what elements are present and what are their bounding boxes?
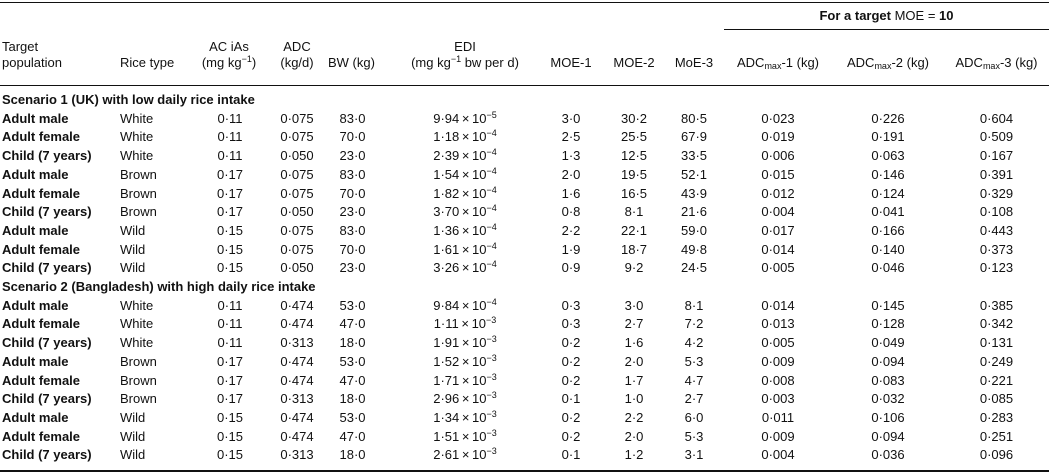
cell-moe3: 43·9 (680, 185, 708, 201)
edi-mantissa: 1·18 (433, 129, 460, 145)
edi-mantissa: 1·51 (433, 428, 460, 444)
col-header-rice-type: Rice type (120, 55, 175, 70)
cell-population: Adult male (2, 110, 69, 126)
edi-exponent: −3 (486, 334, 497, 345)
cell-moe2: 12·5 (620, 148, 648, 164)
cell-population: Child (7 years) (2, 148, 92, 164)
cell-edi (395, 223, 535, 239)
cell-bw: 83·0 (339, 222, 366, 238)
cell-moe3: 59·0 (680, 222, 708, 238)
cell-moe1: 0·3 (561, 297, 581, 313)
cell-bw: 23·0 (339, 204, 366, 220)
cell-bw: 83·0 (339, 110, 366, 126)
cell-ac-ias: 0·17 (216, 185, 244, 201)
edi-exponent: −5 (486, 109, 497, 120)
cell-moe3: 21·6 (680, 204, 708, 220)
cell-adc-max3: 0·108 (979, 204, 1014, 220)
target-moe-header: For a target MOE = 10 (819, 8, 954, 23)
cell-moe2: 30·2 (620, 110, 648, 126)
cell-moe2: 18·7 (620, 241, 648, 257)
edi-exponent: −4 (486, 147, 497, 158)
cell-moe3: 49·8 (680, 241, 708, 257)
cell-bw: 53·0 (339, 297, 366, 313)
cell-edi (395, 148, 535, 164)
cell-moe3: 6·0 (684, 409, 704, 425)
cell-bw: 47·0 (339, 372, 366, 388)
cell-population: Adult female (2, 372, 81, 388)
cell-adc-max3: 0·443 (979, 222, 1014, 238)
cell-bw: 47·0 (339, 428, 366, 444)
cell-moe3: 4·2 (684, 335, 704, 351)
cell-adc-max2: 0·036 (871, 447, 905, 463)
cell-edi (395, 373, 535, 389)
cell-adc-max2: 0·046 (871, 260, 905, 276)
cell-moe2: 1·6 (624, 335, 644, 351)
edi-times-ten: × 10 (459, 409, 487, 425)
cell-adc-max1: 0·015 (761, 166, 795, 182)
header-rule (0, 85, 1049, 86)
cell-moe2: 2·0 (624, 428, 644, 444)
edi-exponent: −4 (486, 240, 497, 251)
cell-adc-max3: 0·167 (979, 148, 1014, 164)
cell-moe3: 24·5 (680, 260, 708, 276)
col-header-moe2: MOE-2 (613, 55, 655, 70)
cell-adc-max2: 0·140 (871, 241, 905, 257)
cell-adc: 0·474 (280, 409, 314, 425)
cell-moe2: 8·1 (624, 204, 644, 220)
cell-moe3: 52·1 (680, 166, 708, 182)
cell-adc-max3: 0·509 (979, 129, 1014, 145)
cell-edi (395, 354, 535, 370)
edi-exponent: −4 (486, 128, 497, 139)
col-header-ac-ias: AC iAs (mg $kg^{-1}$) (201, 39, 257, 70)
cell-population: Adult male (2, 353, 69, 369)
col-header-edi: EDI (mg $kg^{-1}$ bw per d) (411, 39, 519, 70)
cell-ac-ias: 0·15 (216, 447, 244, 463)
edi-times-ten: × 10 (459, 241, 487, 257)
edi-exponent: −3 (486, 427, 497, 438)
cell-adc: 0·474 (280, 428, 314, 444)
cell-edi (395, 316, 535, 332)
cell-moe3: 80·5 (680, 110, 708, 126)
edi-mantissa: 1·54 (433, 166, 460, 182)
edi-exponent: −4 (486, 259, 497, 270)
cell-edi (395, 242, 535, 258)
cell-moe1: 0·8 (561, 204, 581, 220)
cell-ac-ias: 0·17 (216, 204, 244, 220)
cell-moe2: 2·7 (624, 316, 644, 332)
cell-ac-ias: 0·17 (216, 372, 244, 388)
bottom-rule (0, 470, 1049, 472)
cell-bw: 70·0 (339, 241, 366, 257)
cell-moe2: 3·0 (624, 297, 644, 313)
cell-moe3: 7·2 (684, 316, 704, 332)
cell-edi (395, 186, 535, 202)
edi-mantissa: 1·36 (433, 222, 460, 238)
cell-population: Adult female (2, 129, 81, 145)
cell-adc-max1: 0·008 (761, 372, 795, 388)
cell-moe2: 25·5 (620, 129, 648, 145)
cell-adc-max2: 0·191 (871, 129, 905, 145)
cell-rice-type: Wild (120, 428, 146, 444)
cell-moe3: 3·1 (684, 447, 704, 463)
cell-moe1: 0·1 (561, 391, 581, 407)
cell-rice-type: Wild (120, 409, 146, 425)
cell-adc-max2: 0·226 (871, 110, 905, 126)
edi-times-ten: × 10 (459, 297, 487, 313)
cell-ac-ias: 0·17 (216, 166, 244, 182)
cell-moe2: 22·1 (620, 222, 648, 238)
edi-times-ten: × 10 (459, 110, 487, 126)
cell-population: Child (7 years) (2, 391, 92, 407)
cell-moe2: 1·2 (624, 447, 644, 463)
cell-bw: 47·0 (339, 316, 366, 332)
cell-adc: 0·313 (280, 447, 314, 463)
edi-exponent: −4 (486, 165, 497, 176)
col-header-moe3: MoE-3 (674, 55, 714, 70)
cell-adc-max3: 0·085 (979, 391, 1014, 407)
cell-ac-ias: 0·15 (216, 428, 244, 444)
cell-adc-max3: 0·342 (979, 316, 1014, 332)
cell-moe2: 1·7 (624, 372, 644, 388)
cell-adc-max1: 0·014 (761, 241, 795, 257)
cell-adc-max3: 0·385 (979, 297, 1014, 313)
cell-edi (395, 167, 535, 183)
cell-adc-max1: 0·006 (761, 148, 795, 164)
cell-bw: 18·0 (339, 447, 366, 463)
cell-population: Adult male (2, 409, 69, 425)
cell-rice-type: Wild (120, 241, 146, 257)
cell-bw: 70·0 (339, 129, 366, 145)
cell-adc-max1: 0·023 (761, 110, 795, 126)
cell-rice-type: Wild (120, 447, 146, 463)
cell-adc-max1: 0·019 (761, 129, 795, 145)
edi-exponent: −4 (486, 296, 497, 307)
edi-times-ten: × 10 (459, 204, 487, 220)
cell-ac-ias: 0·11 (217, 129, 243, 145)
edi-mantissa: 1·61 (433, 241, 460, 257)
cell-adc-max2: 0·049 (871, 335, 905, 351)
edi-mantissa: 1·34 (433, 409, 460, 425)
cell-adc: 0·474 (280, 372, 314, 388)
cell-adc-max1: 0·005 (761, 335, 795, 351)
section-title: Scenario 2 (Bangladesh) with high daily rice intake (2, 279, 316, 294)
cell-adc: 0·075 (280, 241, 314, 257)
cell-bw: 18·0 (339, 391, 366, 407)
edi-exponent: −3 (486, 315, 497, 326)
edi-times-ten: × 10 (459, 353, 487, 369)
edi-times-ten: × 10 (459, 391, 487, 407)
cell-adc-max2: 0·063 (871, 148, 905, 164)
cell-adc-max3: 0·096 (979, 447, 1014, 463)
cell-bw: 53·0 (339, 353, 366, 369)
cell-adc-max1: 0·004 (761, 204, 795, 220)
cell-population: Adult male (2, 222, 69, 238)
cell-adc-max1: 0·005 (761, 260, 795, 276)
cell-ac-ias: 0·15 (216, 241, 244, 257)
cell-adc-max2: 0·106 (871, 409, 905, 425)
edi-times-ten: × 10 (459, 185, 487, 201)
cell-moe1: 2·5 (561, 129, 581, 145)
cell-moe2: 2·0 (624, 353, 644, 369)
edi-mantissa: 9·94 (433, 110, 460, 126)
cell-adc: 0·313 (280, 391, 314, 407)
cell-moe1: 1·6 (561, 185, 581, 201)
edi-mantissa: 2·96 (433, 391, 460, 407)
cell-moe2: 1·0 (624, 391, 644, 407)
col-header-adc-max3: $ADC_{max}-3$ (kg) (955, 55, 1038, 71)
cell-population: Adult female (2, 241, 81, 257)
cell-population: Adult female (2, 316, 81, 332)
cell-rice-type: White (120, 110, 154, 126)
cell-ac-ias: 0·15 (216, 260, 244, 276)
cell-adc-max1: 0·012 (761, 185, 795, 201)
col-header-moe1: MOE-1 (550, 55, 592, 70)
cell-moe3: 5·3 (684, 428, 704, 444)
cell-adc-max3: 0·391 (979, 166, 1014, 182)
cell-adc-max2: 0·145 (871, 297, 905, 313)
cell-rice-type: White (120, 335, 154, 351)
section-title: Scenario 1 (UK) with low daily rice intake (2, 92, 255, 107)
cell-rice-type: Brown (120, 185, 157, 201)
cell-moe1: 2·0 (561, 166, 581, 182)
cell-adc: 0·050 (280, 260, 314, 276)
cell-adc-max2: 0·146 (871, 166, 905, 182)
cell-rice-type: Brown (120, 204, 157, 220)
cell-ac-ias: 0·17 (216, 353, 244, 369)
cell-moe1: 2·2 (561, 222, 581, 238)
cell-moe1: 1·9 (561, 241, 581, 257)
edi-times-ten: × 10 (459, 447, 487, 463)
edi-exponent: −3 (486, 390, 497, 401)
col-header-bw: BW (kg) (328, 55, 375, 70)
edi-times-ten: × 10 (459, 166, 487, 182)
target-moe-underline (724, 29, 1049, 30)
cell-moe1: 0·9 (561, 260, 581, 276)
cell-bw: 53·0 (339, 409, 366, 425)
cell-population: Child (7 years) (2, 335, 92, 351)
cell-rice-type: Brown (120, 391, 157, 407)
cell-edi (395, 335, 535, 351)
edi-times-ten: × 10 (459, 148, 487, 164)
cell-population: Child (7 years) (2, 204, 92, 220)
cell-adc-max1: 0·017 (761, 222, 795, 238)
edi-times-ten: × 10 (459, 335, 487, 351)
cell-rice-type: Brown (120, 166, 157, 182)
edi-exponent: −3 (486, 408, 497, 419)
edi-mantissa: 2·39 (433, 148, 460, 164)
cell-adc-max2: 0·083 (871, 372, 905, 388)
cell-rice-type: Wild (120, 222, 146, 238)
cell-adc-max1: 0·003 (761, 391, 795, 407)
cell-adc-max1: 0·013 (761, 316, 795, 332)
cell-rice-type: White (120, 297, 154, 313)
cell-moe1: 0·2 (561, 353, 581, 369)
cell-moe3: 2·7 (684, 391, 704, 407)
edi-exponent: −4 (486, 221, 497, 232)
cell-adc-max2: 0·094 (871, 428, 905, 444)
cell-edi (395, 429, 535, 445)
cell-population: Adult male (2, 166, 69, 182)
cell-ac-ias: 0·11 (217, 148, 243, 164)
cell-adc-max2: 0·041 (871, 204, 905, 220)
cell-adc-max3: 0·249 (979, 353, 1014, 369)
cell-moe1: 0·2 (561, 372, 581, 388)
edi-exponent: −4 (486, 184, 497, 195)
cell-population: Adult female (2, 185, 81, 201)
cell-edi (395, 410, 535, 426)
cell-adc: 0·075 (280, 166, 314, 182)
col-header-adc-max1: $ADC_{max}-1$ (kg) (736, 55, 820, 71)
cell-ac-ias: 0·15 (216, 409, 244, 425)
cell-adc-max2: 0·124 (871, 185, 905, 201)
cell-population: Adult female (2, 428, 81, 444)
edi-mantissa: 1·82 (433, 185, 460, 201)
cell-edi (395, 111, 535, 127)
edi-mantissa: 3·26 (433, 260, 460, 276)
cell-moe2: 19·5 (620, 166, 648, 182)
cell-adc-max3: 0·123 (979, 260, 1014, 276)
edi-times-ten: × 10 (459, 260, 487, 276)
cell-adc: 0·075 (280, 222, 314, 238)
cell-adc-max1: 0·009 (761, 353, 795, 369)
cell-moe1: 0·3 (561, 316, 581, 332)
cell-moe1: 0·2 (561, 335, 581, 351)
edi-exponent: −3 (486, 446, 497, 457)
cell-adc: 0·050 (280, 204, 314, 220)
cell-adc-max1: 0·011 (761, 409, 795, 425)
cell-moe2: 2·2 (624, 409, 644, 425)
cell-edi (395, 298, 535, 314)
cell-edi (395, 391, 535, 407)
cell-adc-max3: 0·131 (979, 335, 1014, 351)
cell-adc-max3: 0·221 (979, 372, 1014, 388)
edi-mantissa: 9·84 (433, 297, 460, 313)
col-header-adc-max2: $ADC_{max}-2$ (kg) (846, 55, 930, 71)
edi-mantissa: 3·70 (433, 204, 460, 220)
cell-adc-max2: 0·128 (871, 316, 905, 332)
col-header-adc: ADC (kg/d) (280, 39, 314, 70)
cell-moe1: 1·3 (561, 148, 581, 164)
cell-moe3: 8·1 (684, 297, 704, 313)
cell-adc-max3: 0·283 (979, 409, 1014, 425)
edi-mantissa: 1·71 (433, 372, 460, 388)
edi-times-ten: × 10 (459, 129, 487, 145)
cell-moe3: 33·5 (680, 148, 708, 164)
cell-bw: 23·0 (339, 260, 366, 276)
cell-edi (395, 129, 535, 145)
cell-rice-type: White (120, 316, 154, 332)
cell-moe3: 4·7 (684, 372, 704, 388)
cell-adc-max3: 0·251 (979, 428, 1014, 444)
cell-edi (395, 447, 535, 463)
cell-population: Child (7 years) (2, 447, 92, 463)
edi-times-ten: × 10 (459, 372, 487, 388)
cell-moe2: 16·5 (620, 185, 648, 201)
cell-bw: 83·0 (339, 166, 366, 182)
cell-adc-max2: 0·032 (871, 391, 905, 407)
cell-moe1: 0·2 (561, 409, 581, 425)
cell-adc: 0·474 (280, 353, 314, 369)
edi-mantissa: 1·52 (433, 353, 460, 369)
cell-ac-ias: 0·17 (216, 391, 244, 407)
cell-population: Child (7 years) (2, 260, 92, 276)
cell-adc: 0·075 (280, 129, 314, 145)
cell-adc-max3: 0·604 (979, 110, 1014, 126)
cell-adc: 0·474 (280, 297, 314, 313)
cell-ac-ias: 0·11 (217, 110, 243, 126)
cell-adc: 0·050 (280, 148, 314, 164)
cell-rice-type: Wild (120, 260, 146, 276)
cell-ac-ias: 0·11 (217, 297, 243, 313)
cell-adc-max1: 0·014 (761, 297, 795, 313)
cell-moe1: 0·1 (561, 447, 581, 463)
cell-adc: 0·075 (280, 110, 314, 126)
cell-rice-type: Brown (120, 353, 157, 369)
edi-times-ten: × 10 (459, 222, 487, 238)
cell-population: Adult male (2, 297, 69, 313)
cell-adc-max2: 0·166 (871, 222, 905, 238)
top-rule (0, 2, 1049, 3)
cell-adc: 0·474 (280, 316, 314, 332)
cell-moe1: 3·0 (561, 110, 581, 126)
cell-adc-max3: 0·329 (979, 185, 1014, 201)
cell-adc-max1: 0·009 (761, 428, 795, 444)
cell-ac-ias: 0·15 (216, 222, 244, 238)
cell-moe3: 5·3 (684, 353, 704, 369)
cell-adc: 0·313 (280, 335, 314, 351)
cell-rice-type: Brown (120, 372, 157, 388)
cell-ac-ias: 0·11 (217, 316, 243, 332)
cell-adc: 0·075 (280, 185, 314, 201)
cell-moe1: 0·2 (561, 428, 581, 444)
edi-exponent: −4 (486, 203, 497, 214)
cell-adc-max1: 0·004 (761, 447, 795, 463)
edi-exponent: −3 (486, 352, 497, 363)
cell-ac-ias: 0·11 (217, 335, 243, 351)
cell-adc-max3: 0·373 (979, 241, 1014, 257)
edi-times-ten: × 10 (459, 428, 487, 444)
cell-moe3: 67·9 (680, 129, 708, 145)
cell-rice-type: White (120, 129, 154, 145)
edi-mantissa: 1·11 (433, 316, 459, 332)
cell-edi (395, 260, 535, 276)
edi-mantissa: 1·91 (433, 335, 460, 351)
col-header-population: Target population (2, 39, 62, 70)
cell-adc-max2: 0·094 (871, 353, 905, 369)
cell-moe2: 9·2 (624, 260, 644, 276)
cell-bw: 18·0 (339, 335, 366, 351)
edi-exponent: −3 (486, 371, 497, 382)
edi-times-ten: × 10 (458, 316, 487, 332)
cell-bw: 23·0 (339, 148, 366, 164)
cell-rice-type: White (120, 148, 154, 164)
edi-mantissa: 2·61 (433, 447, 460, 463)
cell-bw: 70·0 (339, 185, 366, 201)
cell-edi (395, 204, 535, 220)
